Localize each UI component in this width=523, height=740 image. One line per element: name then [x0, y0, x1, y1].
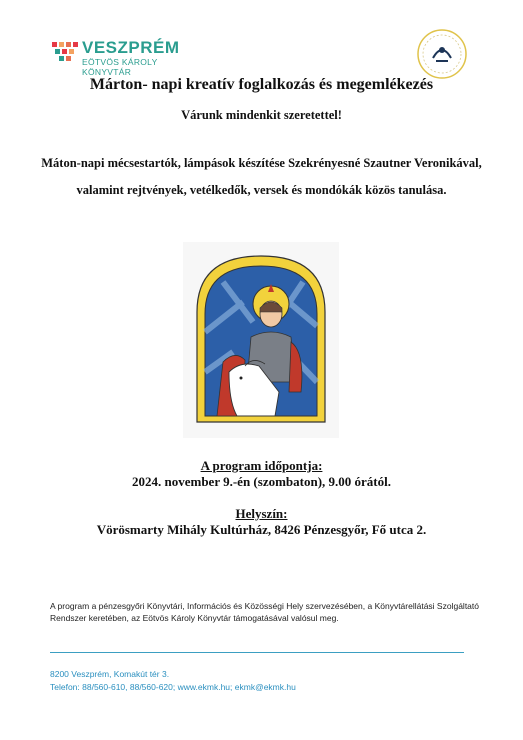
- time-label: A program időpontja:: [200, 458, 323, 473]
- stained-glass-illustration: [183, 242, 339, 438]
- time-value: 2024. november 9.-én (szombaton), 9.00 órától.: [131, 474, 391, 489]
- welcome-text: Várunk mindenkit szeretettel!: [181, 108, 342, 122]
- library-logo: [50, 38, 200, 77]
- event-title: Márton- napi kreatív foglalkozás és megemlékezés: [89, 76, 434, 93]
- logo-subtitle: EÖTVÖS KÁROLY KÖNYVTÁR: [82, 57, 158, 77]
- logo-pixel-icon: [50, 40, 80, 62]
- location-value: Vörösmarty Mihály Kultúrház, 8426 Pénzesgyőr, Fő utca 2.: [96, 522, 427, 537]
- footer-phone-web: Telefon: 88/560-610, 88/560-620; www.ekmk.hu; ekmk@ekmk.hu: [50, 682, 296, 692]
- event-description: Máton-napi mécsestartók, lámpások készítése Szekrényesné Szautner Veronikával, valamint rejtvények, vetélkedők, versek és mondókák közös tanulása.: [41, 156, 482, 197]
- location-label: Helyszín:: [235, 506, 288, 521]
- seal-icon: [416, 28, 468, 80]
- footer-note: A program a pénzesgyőri Könyvtári, Információs és Közösségi Hely szervezésében, a Könyvtárellátási Szolgáltató Rendszer keretében, az Eötvös Károly Könyvtár támogatásával valósul meg.: [50, 601, 479, 623]
- footer-address: 8200 Veszprém, Komakút tér 3.: [50, 669, 170, 679]
- footer-contact: [50, 668, 296, 694]
- footer-divider: [50, 652, 464, 653]
- logo-title: VESZPRÉM: [82, 38, 180, 57]
